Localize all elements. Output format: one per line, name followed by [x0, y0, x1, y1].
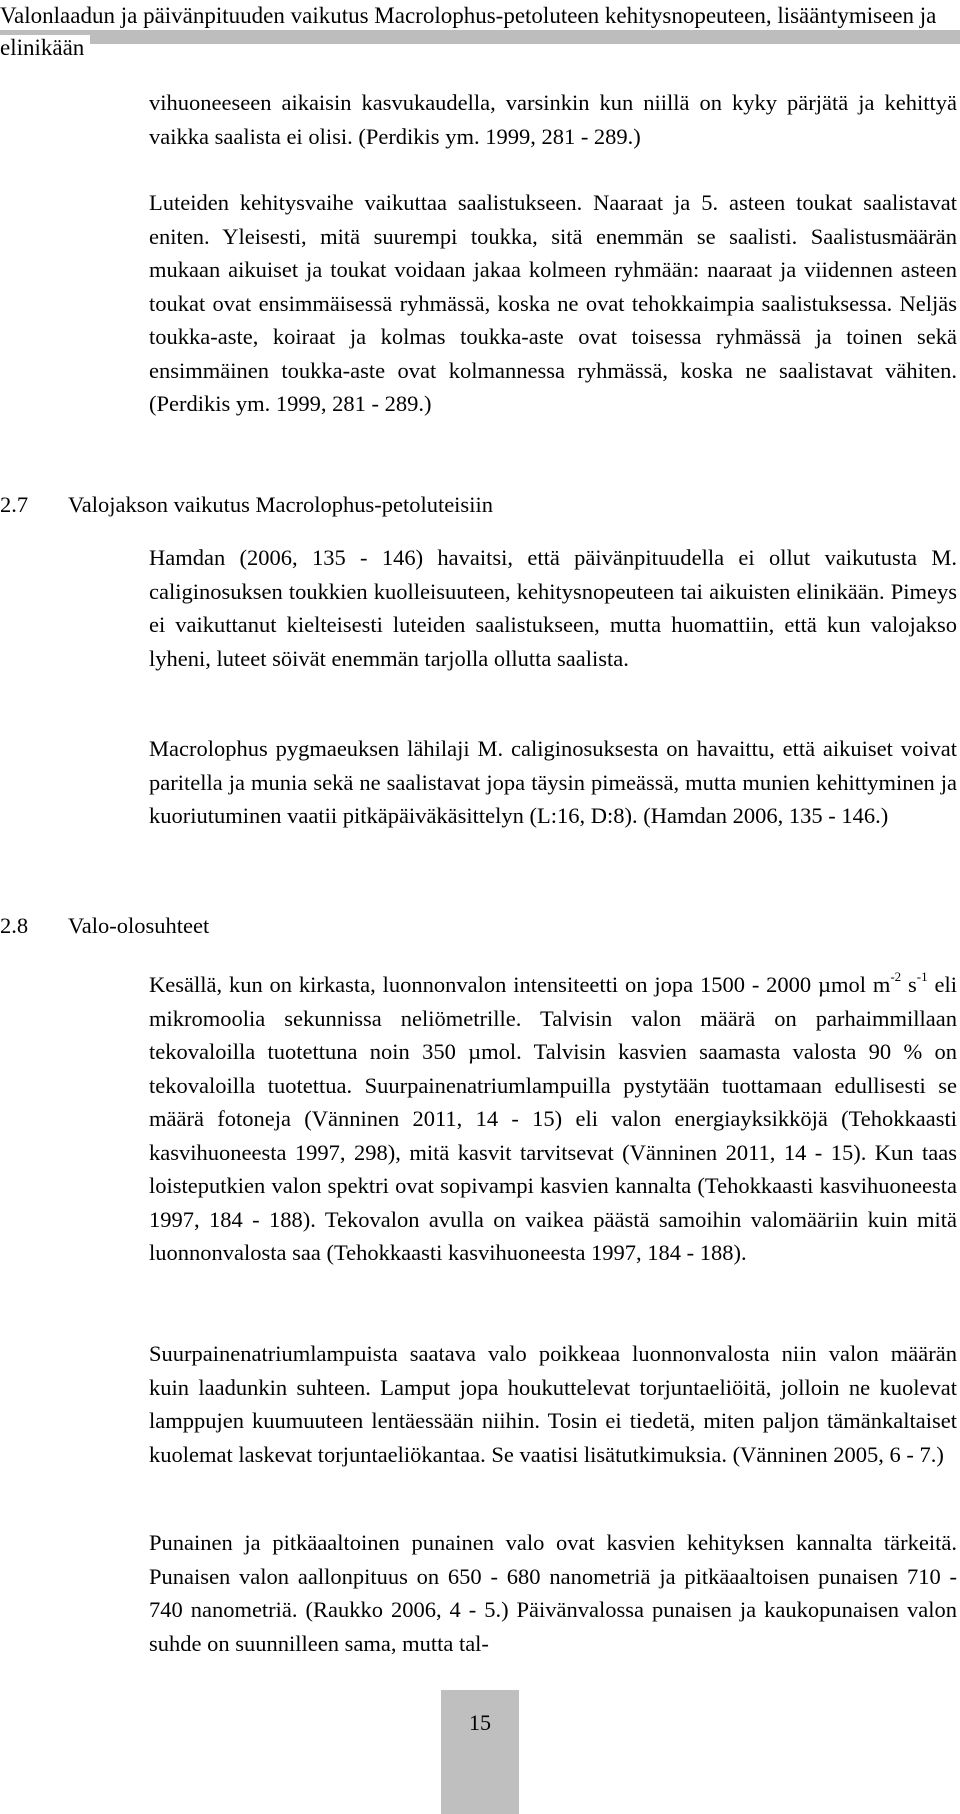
page-number-box: [441, 1690, 519, 1814]
text-run: Kesällä, kun on kirkasta, luonnonvalon intensiteetti on jopa 1500 - 2000 µmol m: [149, 972, 891, 997]
paragraph-pygmaeus: Macrolophus pygmaeuksen lähilaji M. caliginosuksesta on havaittu, että aikuiset voivat paritella ja munia sekä ne saalistavat jopa täysin pimeässä, mutta munien kehittyminen ja kuoriutuminen vaatii pitkäpäiväkäsittelyn (L:16, D:8). (Hamdan 2006, 135 - 146.): [149, 736, 957, 828]
section-number: 2.8: [0, 913, 29, 938]
superscript: -2: [890, 968, 902, 984]
section-number: 2.7: [0, 492, 29, 517]
page-number: 15: [469, 1710, 491, 1735]
paragraph-sodium-lamps: Suurpainenatriumlampuista saatava valo poikkeaa luonnonvalosta niin valon määrän kuin laadunkin suhteen. Lamput jopa houkuttelevat torjuntaeliöitä, jolloin ne kuolevat lamppujen kuumuuteen lentäessään niihin. Tosin ei tiedetä, miten paljon tämänkaltaiset kuolemat laskevat torjuntaeliökantaa. Se vaatisi lisätutkimuksia. (Vänninen 2005, 6 - 7.): [149, 1341, 957, 1467]
section-heading-2-7: [0, 489, 493, 521]
superscript: -1: [916, 968, 928, 984]
paragraph-red-light: Punainen ja pitkäaaltoinen punainen valo ovat kasvien kehityksen kannalta tärkeitä. Punaisen valon aallonpituus on 650 - 680 nanometriä ja pitkäaaltoisen punaisen 710 - 740 nanometriä. (Raukko 2006, 4 - 5.) Päivänvalossa punaisen ja kaukopunaisen valon suhde on suunnilleen sama, mutta tal-: [149, 1530, 957, 1656]
header-title: [0, 0, 960, 64]
paragraph-light-intensity: [149, 968, 957, 1270]
section-heading-2-8: [0, 910, 209, 942]
running-header: [0, 0, 960, 60]
paragraph-predation-stages: Luteiden kehitysvaihe vaikuttaa saalistukseen. Naaraat ja 5. asteen toukat saalistavat eniten. Yleisesti, mitä suurempi toukka, sitä enemmän se saalisti. Saalistusmäärän mukaan aikuiset ja toukat voidaan jakaa kolmeen ryhmään: naaraat ja viidennen asteen toukat ovat ensimmäisessä ryhmässä, koska ne ovat tehokkaimpia saalistuksessa. Neljäs toukka-aste, koiraat ja kolmas toukka-aste ovat toisessa ryhmässä ja toinen sekä ensimmäinen toukka-aste ovat kolmannessa ryhmässä, koska ne saalistavat vähiten. (Perdikis ym. 1999, 281 - 289.): [149, 190, 957, 416]
text-run: eli mikromoolia sekunnissa neliömetrille. Talvisin valon määrä on parhaimmillaan tekovaloilla tuotettuna noin 350 µmol. Talvisin kasvien saamasta valosta 90 % on tekovaloilla tuotettua. Suurpainenatriumlampuilla pystytään tuottamaan edullisesti se määrä fotoneja (Vänninen 2011, 14 - 15) eli valon energiayksikköjä (Tehokkaasti kasvihuoneesta 1997, 298), mitä kasvit tarvitsevat (Vänninen 2011, 14 - 15). Kun taas loisteputkien valon spektri ovat sopivampi kasvien kannalta (Tehokkaasti kasvihuoneesta 1997, 184 - 188). Tekovalon avulla on vaikea päästä samoihin valomääriin kuin mitä luonnonvalosta saa (Tehokkaasti kasvihuoneesta 1997, 184 - 188).: [149, 972, 957, 1265]
section-title: Valojakson vaikutus Macrolophus-petoluteisiin: [68, 492, 493, 517]
text-run: s: [901, 972, 917, 997]
paragraph-continuation: vihuoneeseen aikaisin kasvukaudella, varsinkin kun niillä on kyky pärjätä ja kehittyä vaikka saalista ei olisi. (Perdikis ym. 1999, 281 - 289.): [149, 90, 957, 149]
paragraph-hamdan-daylength: Hamdan (2006, 135 - 146) havaitsi, että päivänpituudella ei ollut vaikutusta M. caliginosuksen toukkien kuolleisuuteen, kehitysnopeuteen tai aikuisten elinikään. Pimeys ei vaikuttanut kielteisesti luteiden saalistukseen, mutta huomattiin, että kun valojakso lyheni, luteet söivät enemmän tarjolla ollutta saalista.: [149, 545, 957, 671]
header-title-text: Valonlaadun ja päivänpituuden vaikutus Macrolophus-petoluteen kehitysnopeuteen, lisääntymiseen ja elinikään: [0, 3, 942, 60]
section-title: Valo-olosuhteet: [68, 913, 210, 938]
